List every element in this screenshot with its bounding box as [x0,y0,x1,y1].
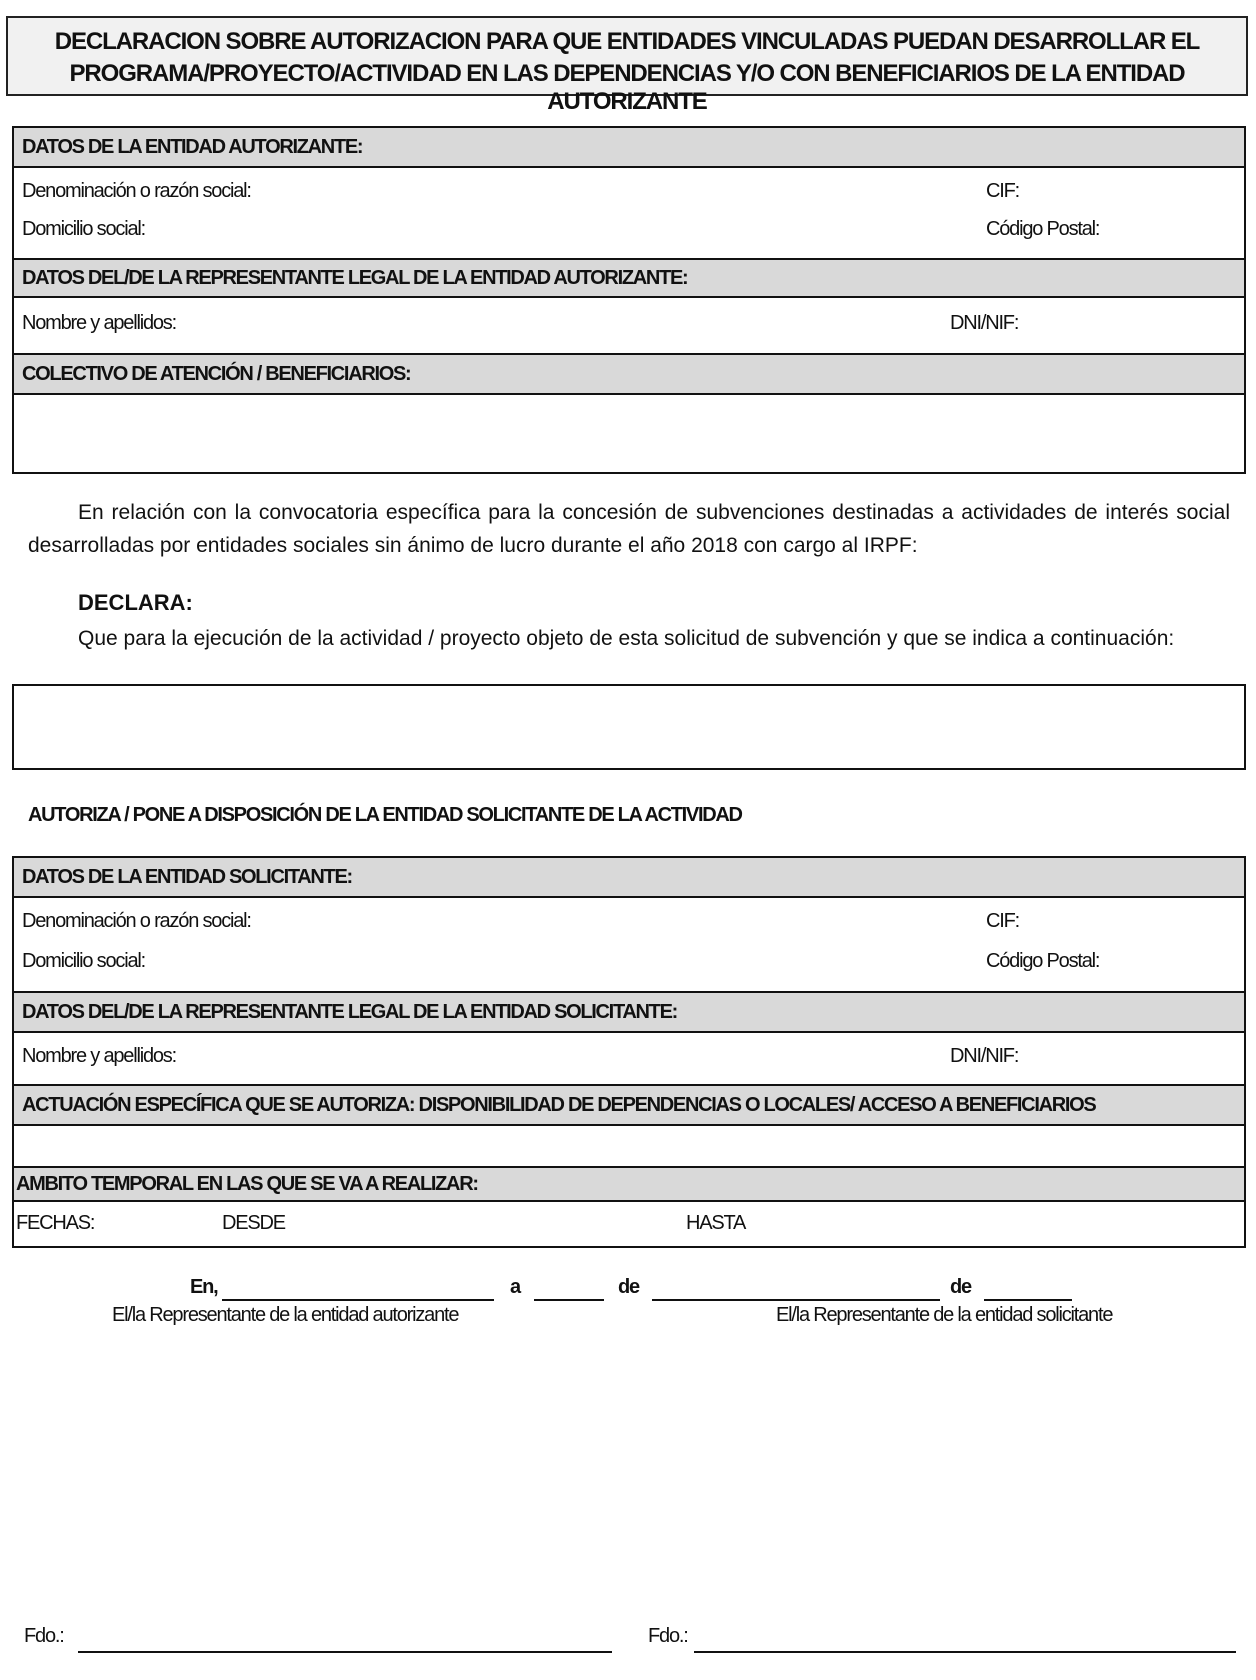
ambito-header-label: AMBITO TEMPORAL EN LAS QUE SE VA A REALIZAR: [16,1173,478,1195]
title-line-1: DECLARACION SOBRE AUTORIZACION PARA QUE ENTIDADES VINCULADAS PUEDAN DESARROLLAR EL [54,28,1200,55]
actividad-field[interactable] [12,684,1246,770]
actuacion-header [14,1084,1244,1126]
rep-solicitante-caption: El/la Representante de la entidad solicitante [776,1304,1113,1326]
sol-cif-label: CIF: [986,910,1019,932]
relacion-paragraph: En relación con la convocatoria específica para la concesión de subvenciones destinadas a actividades de interés social desarrolladas por entidades sociales sin ánimo de lucro durante el año 2018 con cargo al IRPF: [28,501,1230,557]
day-line[interactable] [534,1299,604,1301]
denominacion-label: Denominación o razón social: [22,180,251,202]
signature-line-right[interactable] [694,1651,1236,1653]
colectivo-header [14,353,1244,395]
sol-domicilio-label: Domicilio social: [22,950,145,972]
en-label: En, [190,1276,218,1298]
solicitante-form [12,856,1246,1248]
sol-codigo-postal-label: Código Postal: [986,950,1100,972]
rep-autorizante-header [14,258,1244,298]
actuacion-field[interactable] [14,1126,1244,1166]
sol-denominacion-label: Denominación o razón social: [22,910,251,932]
document-title [6,16,1248,115]
hasta-label: HASTA [686,1212,746,1234]
domicilio-label: Domicilio social: [22,218,145,240]
actuacion-header-label: ACTUACIÓN ESPECÍFICA QUE SE AUTORIZA: DISPONIBILIDAD DE DEPENDENCIAS O LOCALES/ ACCESO A BENEFICIARIOS [22,1094,1096,1116]
desde-label: DESDE [222,1212,285,1234]
de-label-2: de [950,1276,971,1298]
autoriza-heading: AUTORIZA / PONE A DISPOSICIÓN DE LA ENTIDAD SOLICITANTE DE LA ACTIVIDAD [28,804,742,826]
colectivo-header-label: COLECTIVO DE ATENCIÓN / BENEFICIARIOS: [22,363,411,385]
fechas-label: FECHAS: [16,1212,95,1234]
title-line-2: PROGRAMA/PROYECTO/ACTIVIDAD EN LAS DEPENDENCIAS Y/O CON BENEFICIARIOS DE LA ENTIDAD AUTORIZANTE [69,60,1185,115]
rep-autorizante-header-label: DATOS DEL/DE LA REPRESENTANTE LEGAL DE LA ENTIDAD AUTORIZANTE: [22,267,688,289]
dni-nif-label: DNI/NIF: [950,312,1019,334]
fdo-right-label: Fdo.: [648,1625,688,1647]
month-line[interactable] [652,1299,940,1301]
declara-heading: DECLARA: [78,590,193,615]
autorizante-form [12,126,1246,474]
sol-dni-nif-label: DNI/NIF: [950,1045,1019,1067]
year-line[interactable] [984,1299,1072,1301]
cif-label: CIF: [986,180,1019,202]
solicitante-header-label: DATOS DE LA ENTIDAD SOLICITANTE: [22,866,352,888]
autorizante-header-label: DATOS DE LA ENTIDAD AUTORIZANTE: [22,136,363,158]
a-label: a [510,1276,520,1298]
colectivo-field[interactable] [14,395,1244,472]
autorizante-header [14,128,1244,168]
codigo-postal-label: Código Postal: [986,218,1100,240]
rep-autorizante-caption: El/la Representante de la entidad autorizante [112,1304,459,1326]
rep-solicitante-header [14,991,1244,1033]
solicitante-header [14,858,1244,898]
place-line[interactable] [222,1299,494,1301]
de-label-1: de [618,1276,639,1298]
que-para-paragraph: Que para la ejecución de la actividad / proyecto objeto de esta solicitud de subvención y que se indica a continuación: [78,627,1175,650]
rep-solicitante-header-label: DATOS DEL/DE LA REPRESENTANTE LEGAL DE LA ENTIDAD SOLICITANTE: [22,1001,677,1023]
sol-nombre-apellidos-label: Nombre y apellidos: [22,1045,176,1067]
ambito-header [14,1166,1244,1202]
signature-line-left[interactable] [78,1651,612,1653]
nombre-apellidos-label: Nombre y apellidos: [22,312,176,334]
fdo-left-label: Fdo.: [24,1625,64,1647]
